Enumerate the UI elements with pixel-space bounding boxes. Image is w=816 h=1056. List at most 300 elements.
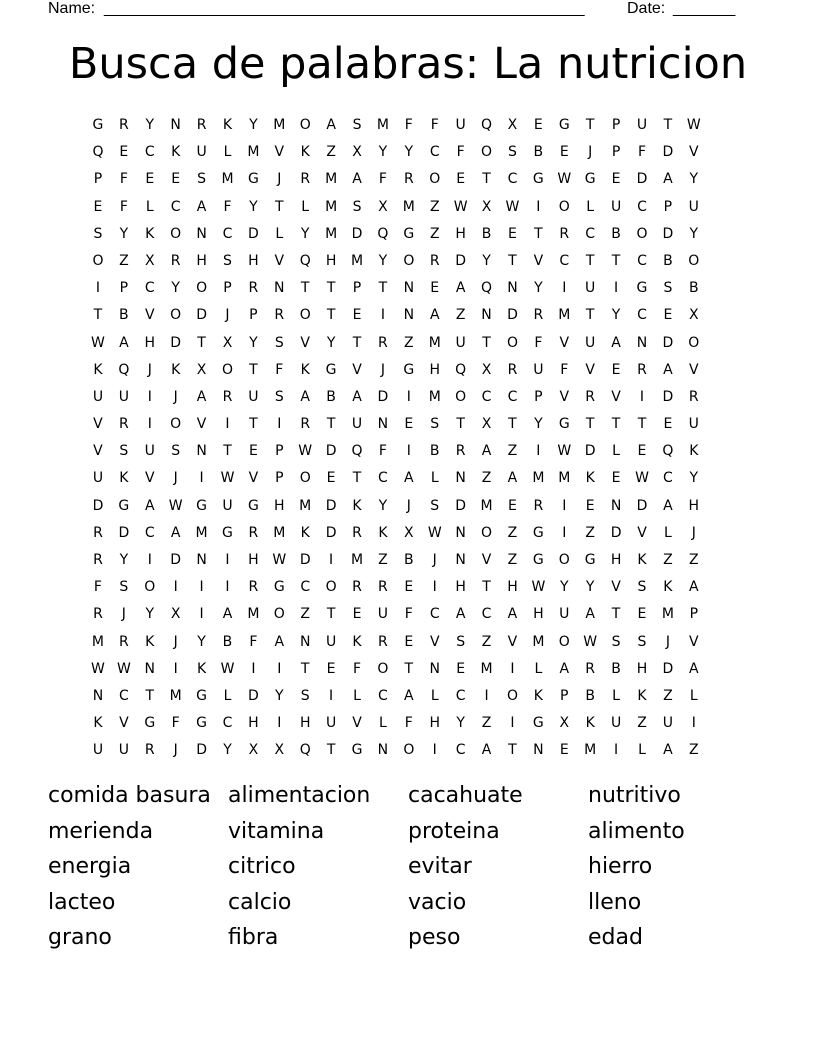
grid-letter: S bbox=[274, 334, 284, 351]
grid-letter: K bbox=[119, 470, 129, 487]
grid-letter: R bbox=[93, 552, 103, 568]
grid-letter: V bbox=[481, 552, 492, 568]
word-list-item: energia bbox=[48, 854, 132, 879]
grid-letter: V bbox=[144, 470, 155, 487]
grid-letter: Z bbox=[481, 715, 492, 732]
grid-letter: R bbox=[300, 416, 311, 433]
grid-letter: U bbox=[92, 470, 104, 487]
grid-letter: R bbox=[352, 524, 362, 541]
grid-letter: Y bbox=[249, 117, 258, 133]
grid-letter: V bbox=[507, 633, 518, 650]
grid-letter: B bbox=[663, 252, 673, 269]
grid-letter: M bbox=[558, 470, 571, 487]
grid-row bbox=[85, 656, 733, 683]
grid-letter: C bbox=[481, 388, 492, 405]
grid-letter: Q bbox=[662, 443, 674, 460]
grid-letter: P bbox=[223, 280, 232, 297]
grid-letter: R bbox=[455, 443, 466, 460]
grid-letter: Y bbox=[119, 225, 129, 242]
grid-letter: W bbox=[272, 552, 287, 568]
grid-letter: Z bbox=[300, 606, 310, 623]
grid-letter: E bbox=[637, 606, 647, 623]
grid-letter: G bbox=[584, 552, 596, 568]
word-list-item: alimentacion bbox=[228, 783, 371, 808]
grid-letter: J bbox=[691, 524, 696, 541]
grid-letter: I bbox=[95, 280, 101, 297]
grid-letter: C bbox=[118, 687, 129, 704]
grid-letter: K bbox=[533, 687, 543, 704]
grid-letter: D bbox=[507, 307, 518, 324]
grid-letter: F bbox=[249, 633, 258, 650]
grid-letter: U bbox=[688, 416, 699, 433]
grid-letter: J bbox=[665, 633, 670, 650]
grid-letter: H bbox=[248, 252, 259, 269]
grid-letter: M bbox=[195, 524, 208, 541]
grid-letter: W bbox=[505, 198, 520, 215]
grid-letter: E bbox=[326, 470, 336, 487]
grid-letter: F bbox=[223, 198, 232, 215]
word-list-item: fibra bbox=[228, 925, 279, 950]
grid-letter: N bbox=[455, 524, 466, 541]
grid-letter: M bbox=[480, 497, 493, 514]
grid-letter: V bbox=[689, 361, 699, 378]
grid-letter: C bbox=[585, 225, 596, 242]
grid-letter: G bbox=[273, 579, 285, 596]
grid-letter: O bbox=[170, 416, 182, 433]
grid-letter: P bbox=[119, 280, 129, 297]
grid-letter: C bbox=[663, 470, 673, 487]
grid-letter: M bbox=[247, 144, 260, 161]
grid-letter: L bbox=[612, 443, 620, 460]
grid-letter: F bbox=[119, 171, 128, 188]
grid-letter: G bbox=[584, 171, 596, 188]
grid-letter: G bbox=[325, 361, 337, 378]
page-title: Busca de palabras: La nutricion bbox=[68, 39, 748, 89]
grid-letter: U bbox=[610, 715, 622, 732]
grid-letter: U bbox=[636, 117, 648, 133]
grid-letter: L bbox=[534, 660, 543, 677]
grid-letter: M bbox=[532, 633, 545, 650]
grid-letter: S bbox=[430, 497, 440, 514]
grid-letter: U bbox=[222, 497, 233, 514]
grid-letter: G bbox=[118, 497, 130, 514]
grid-letter: E bbox=[93, 198, 103, 215]
grid-letter: J bbox=[225, 307, 230, 324]
grid-letter: N bbox=[377, 742, 389, 759]
grid-letter: H bbox=[144, 334, 156, 351]
grid-letter: Y bbox=[171, 280, 180, 297]
grid-letter: V bbox=[274, 252, 285, 269]
grid-letter: A bbox=[663, 361, 673, 378]
grid-letter: U bbox=[92, 742, 104, 759]
grid-letter: M bbox=[350, 252, 364, 269]
grid-letter: E bbox=[559, 742, 569, 759]
grid-letter: R bbox=[93, 606, 103, 623]
grid-letter: Z bbox=[689, 742, 699, 759]
grid-letter: T bbox=[508, 416, 517, 433]
grid-letter: X bbox=[170, 606, 181, 623]
grid-letter: I bbox=[510, 660, 515, 677]
grid-letter: L bbox=[663, 524, 672, 541]
word-list-item: nutritivo bbox=[588, 783, 681, 808]
grid-row bbox=[85, 520, 733, 547]
grid-letter: W bbox=[635, 470, 649, 487]
grid-letter: C bbox=[455, 742, 466, 759]
word-list-item: hierro bbox=[588, 854, 653, 879]
word-search-grid bbox=[85, 112, 733, 765]
grid-letter: H bbox=[507, 579, 518, 596]
grid-letter: C bbox=[481, 606, 492, 623]
grid-letter: U bbox=[585, 334, 596, 351]
grid-letter: H bbox=[248, 552, 259, 568]
grid-letter: O bbox=[481, 524, 493, 541]
grid-letter: Z bbox=[429, 225, 440, 242]
grid-letter: C bbox=[144, 524, 155, 541]
grid-letter: A bbox=[455, 280, 466, 297]
grid-letter: I bbox=[277, 660, 282, 677]
grid-letter: J bbox=[173, 742, 178, 759]
grid-letter: Y bbox=[249, 334, 258, 351]
grid-letter: D bbox=[662, 388, 674, 405]
grid-letter: Z bbox=[326, 144, 336, 161]
grid-letter: Y bbox=[197, 633, 206, 650]
grid-letter: E bbox=[611, 361, 621, 378]
word-list-item: calcio bbox=[228, 889, 292, 915]
grid-letter: D bbox=[196, 742, 207, 759]
grid-letter: D bbox=[325, 443, 337, 460]
grid-letter: M bbox=[169, 687, 182, 704]
grid-letter: I bbox=[484, 687, 489, 704]
grid-letter: R bbox=[144, 742, 155, 759]
grid-letter: U bbox=[196, 144, 207, 161]
grid-letter: X bbox=[559, 715, 570, 732]
grid-row bbox=[85, 384, 733, 411]
grid-letter: V bbox=[144, 307, 155, 324]
grid-letter: J bbox=[173, 470, 178, 487]
grid-letter: B bbox=[404, 552, 414, 568]
grid-letter: W bbox=[531, 579, 546, 596]
grid-letter: Z bbox=[507, 524, 518, 541]
grid-row bbox=[85, 574, 733, 601]
grid-letter: P bbox=[249, 307, 258, 324]
grid-letter: V bbox=[559, 388, 570, 405]
grid-letter: I bbox=[225, 579, 230, 596]
grid-letter: A bbox=[507, 470, 518, 487]
grid-letter: T bbox=[300, 280, 310, 297]
grid-letter: F bbox=[378, 443, 387, 460]
grid-letter: B bbox=[326, 388, 336, 405]
grid-letter: G bbox=[196, 687, 207, 704]
grid-letter: H bbox=[274, 497, 285, 514]
grid-letter: O bbox=[299, 117, 311, 133]
grid-letter: M bbox=[350, 552, 364, 568]
word-list-item: evitar bbox=[408, 854, 472, 879]
grid-letter: J bbox=[147, 361, 152, 378]
grid-letter: R bbox=[378, 334, 388, 351]
grid-letter: S bbox=[352, 117, 362, 133]
grid-letter: M bbox=[273, 117, 286, 133]
grid-letter: A bbox=[170, 524, 181, 541]
grid-letter: Z bbox=[455, 307, 466, 324]
grid-letter: G bbox=[636, 280, 648, 297]
grid-letter: U bbox=[118, 388, 129, 405]
grid-letter: O bbox=[506, 334, 518, 351]
grid-letter: F bbox=[378, 171, 387, 188]
grid-letter: H bbox=[325, 252, 337, 269]
grid-letter: D bbox=[248, 225, 259, 242]
grid-letter: M bbox=[247, 606, 260, 623]
grid-letter: E bbox=[404, 579, 414, 596]
word-list bbox=[48, 780, 768, 958]
grid-letter: I bbox=[147, 388, 152, 405]
grid-letter: K bbox=[300, 361, 310, 378]
grid-letter: A bbox=[455, 606, 466, 623]
grid-letter: P bbox=[352, 280, 362, 297]
grid-letter: O bbox=[403, 742, 415, 759]
grid-letter: I bbox=[562, 524, 567, 541]
grid-letter: X bbox=[378, 198, 388, 215]
grid-letter: T bbox=[456, 416, 465, 433]
grid-letter: I bbox=[173, 579, 178, 596]
grid-letter: R bbox=[637, 361, 647, 378]
grid-letter: V bbox=[352, 715, 362, 732]
grid-letter: Y bbox=[404, 144, 414, 161]
grid-letter: K bbox=[585, 470, 595, 487]
grid-letter: V bbox=[585, 361, 595, 378]
grid-letter: E bbox=[508, 497, 517, 514]
grid-letter: E bbox=[430, 280, 440, 297]
grid-letter: A bbox=[352, 388, 362, 405]
grid-letter: M bbox=[428, 388, 441, 405]
grid-row bbox=[85, 601, 733, 628]
grid-letter: T bbox=[585, 416, 595, 433]
grid-row bbox=[85, 248, 733, 275]
grid-row bbox=[85, 357, 733, 384]
grid-letter: R bbox=[585, 660, 596, 677]
grid-letter: D bbox=[455, 252, 467, 269]
grid-letter: N bbox=[507, 280, 518, 297]
grid-letter: B bbox=[585, 687, 595, 704]
grid-letter: N bbox=[455, 470, 466, 487]
grid-letter: I bbox=[614, 280, 619, 297]
grid-letter: D bbox=[196, 307, 207, 324]
grid-letter: E bbox=[637, 443, 647, 460]
grid-letter: Y bbox=[585, 579, 595, 596]
grid-letter: Q bbox=[377, 225, 389, 242]
grid-letter: T bbox=[145, 687, 155, 704]
grid-letter: E bbox=[663, 416, 673, 433]
grid-letter: T bbox=[93, 307, 103, 324]
grid-letter: K bbox=[145, 225, 155, 242]
grid-letter: E bbox=[559, 144, 569, 161]
grid-letter: Y bbox=[611, 307, 621, 324]
grid-letter: Z bbox=[429, 198, 440, 215]
name-label: Name: bbox=[48, 0, 96, 17]
grid-letter: K bbox=[689, 443, 699, 460]
grid-letter: Y bbox=[378, 144, 388, 161]
grid-letter: O bbox=[170, 307, 182, 324]
word-list-item: citrico bbox=[228, 854, 296, 879]
grid-letter: O bbox=[299, 470, 311, 487]
grid-letter: G bbox=[532, 715, 544, 732]
grid-letter: L bbox=[145, 198, 154, 215]
grid-letter: D bbox=[118, 524, 130, 541]
grid-letter: F bbox=[637, 144, 647, 161]
grid-letter: T bbox=[326, 307, 336, 324]
grid-letter: I bbox=[536, 443, 541, 460]
grid-letter: C bbox=[300, 579, 311, 596]
grid-letter: F bbox=[560, 361, 569, 378]
grid-letter: G bbox=[532, 524, 544, 541]
grid-letter: C bbox=[637, 252, 647, 269]
grid-letter: G bbox=[558, 117, 570, 133]
date-label: Date: bbox=[627, 0, 666, 17]
grid-letter: S bbox=[637, 579, 647, 596]
date-blank-line: _______ bbox=[673, 0, 736, 17]
grid-letter: W bbox=[91, 334, 105, 351]
grid-letter: O bbox=[636, 225, 648, 242]
grid-letter: C bbox=[429, 144, 440, 161]
grid-row bbox=[85, 112, 733, 139]
grid-letter: F bbox=[93, 579, 102, 596]
grid-letter: F bbox=[404, 606, 413, 623]
grid-letter: R bbox=[533, 497, 544, 514]
grid-letter: K bbox=[663, 579, 673, 596]
grid-letter: B bbox=[688, 280, 699, 297]
grid-letter: Q bbox=[92, 144, 104, 161]
grid-letter: S bbox=[197, 171, 207, 188]
grid-letter: W bbox=[453, 198, 468, 215]
grid-letter: I bbox=[691, 715, 696, 732]
grid-letter: Y bbox=[534, 416, 543, 433]
grid-letter: F bbox=[534, 334, 543, 351]
grid-letter: A bbox=[352, 171, 362, 188]
grid-letter: L bbox=[353, 687, 361, 704]
grid-letter: V bbox=[689, 144, 699, 161]
grid-letter: L bbox=[301, 198, 310, 215]
grid-letter: W bbox=[557, 171, 572, 188]
grid-letter: R bbox=[274, 307, 285, 324]
grid-letter: G bbox=[222, 524, 233, 541]
grid-letter: M bbox=[480, 660, 493, 677]
grid-letter: O bbox=[377, 660, 389, 677]
grid-letter: U bbox=[248, 388, 259, 405]
grid-letter: D bbox=[636, 497, 648, 514]
grid-letter: K bbox=[93, 361, 103, 378]
grid-letter: B bbox=[119, 307, 129, 324]
grid-letter: N bbox=[429, 660, 440, 677]
grid-letter: Y bbox=[482, 252, 491, 269]
grid-letter: O bbox=[558, 633, 570, 650]
grid-letter: P bbox=[93, 171, 103, 188]
grid-letter: T bbox=[326, 280, 336, 297]
grid-letter: E bbox=[171, 171, 181, 188]
grid-letter: R bbox=[559, 225, 570, 242]
grid-letter: F bbox=[456, 144, 465, 161]
grid-letter: K bbox=[300, 144, 310, 161]
grid-letter: G bbox=[558, 416, 570, 433]
grid-letter: A bbox=[481, 443, 492, 460]
name-blank-line: ______________________________________________________ bbox=[104, 0, 585, 17]
grid-letter: W bbox=[583, 633, 598, 650]
grid-letter: P bbox=[611, 117, 621, 133]
grid-letter: C bbox=[170, 198, 181, 215]
grid-letter: N bbox=[403, 280, 415, 297]
grid-letter: E bbox=[248, 443, 258, 460]
grid-letter: Y bbox=[223, 742, 232, 759]
grid-letter: T bbox=[585, 117, 595, 133]
grid-letter: G bbox=[196, 715, 207, 732]
grid-letter: N bbox=[196, 552, 207, 568]
grid-letter: C bbox=[507, 171, 518, 188]
grid-letter: N bbox=[196, 443, 207, 460]
grid-letter: X bbox=[196, 361, 207, 378]
grid-letter: N bbox=[377, 416, 389, 433]
grid-letter: O bbox=[170, 225, 182, 242]
grid-row bbox=[85, 438, 733, 465]
grid-letter: A bbox=[663, 171, 673, 188]
grid-letter: N bbox=[144, 660, 155, 677]
grid-letter: X bbox=[248, 742, 259, 759]
grid-letter: G bbox=[247, 171, 259, 188]
grid-letter: R bbox=[222, 388, 233, 405]
grid-letter: T bbox=[223, 443, 232, 460]
grid-letter: U bbox=[610, 198, 622, 215]
grid-letter: N bbox=[170, 117, 181, 133]
grid-letter: L bbox=[586, 198, 595, 215]
grid-letter: R bbox=[688, 388, 699, 405]
grid-letter: X bbox=[481, 361, 492, 378]
word-list-item: peso bbox=[408, 925, 461, 950]
grid-letter: D bbox=[325, 524, 337, 541]
grid-letter: E bbox=[145, 171, 155, 188]
grid-letter: E bbox=[508, 225, 517, 242]
grid-letter: N bbox=[481, 307, 492, 324]
grid-letter: E bbox=[352, 307, 362, 324]
grid-letter: O bbox=[688, 334, 700, 351]
grid-letter: U bbox=[144, 443, 155, 460]
grid-letter: A bbox=[611, 334, 621, 351]
grid-letter: I bbox=[536, 198, 541, 215]
grid-row bbox=[85, 737, 733, 764]
grid-letter: V bbox=[689, 633, 699, 650]
grid-letter: N bbox=[610, 497, 622, 514]
grid-letter: T bbox=[611, 252, 621, 269]
word-list-item: vacio bbox=[408, 889, 467, 915]
grid-letter: T bbox=[352, 470, 362, 487]
grid-letter: F bbox=[275, 361, 284, 378]
grid-letter: T bbox=[326, 416, 336, 433]
grid-letter: O bbox=[325, 579, 337, 596]
grid-letter: K bbox=[637, 687, 647, 704]
grid-row bbox=[85, 166, 733, 193]
grid-letter: K bbox=[352, 497, 362, 514]
grid-letter: O bbox=[506, 687, 518, 704]
grid-row bbox=[85, 411, 733, 438]
grid-letter: H bbox=[429, 715, 440, 732]
grid-letter: R bbox=[118, 117, 129, 133]
grid-letter: E bbox=[611, 470, 621, 487]
grid-letter: X bbox=[222, 334, 233, 351]
grid-letter: D bbox=[662, 334, 674, 351]
grid-letter: O bbox=[273, 606, 285, 623]
grid-letter: R bbox=[429, 252, 440, 269]
grid-letter: A bbox=[119, 334, 129, 351]
grid-letter: E bbox=[663, 307, 673, 324]
grid-letter: C bbox=[378, 687, 388, 704]
grid-letter: C bbox=[455, 687, 466, 704]
grid-letter: A bbox=[404, 470, 414, 487]
